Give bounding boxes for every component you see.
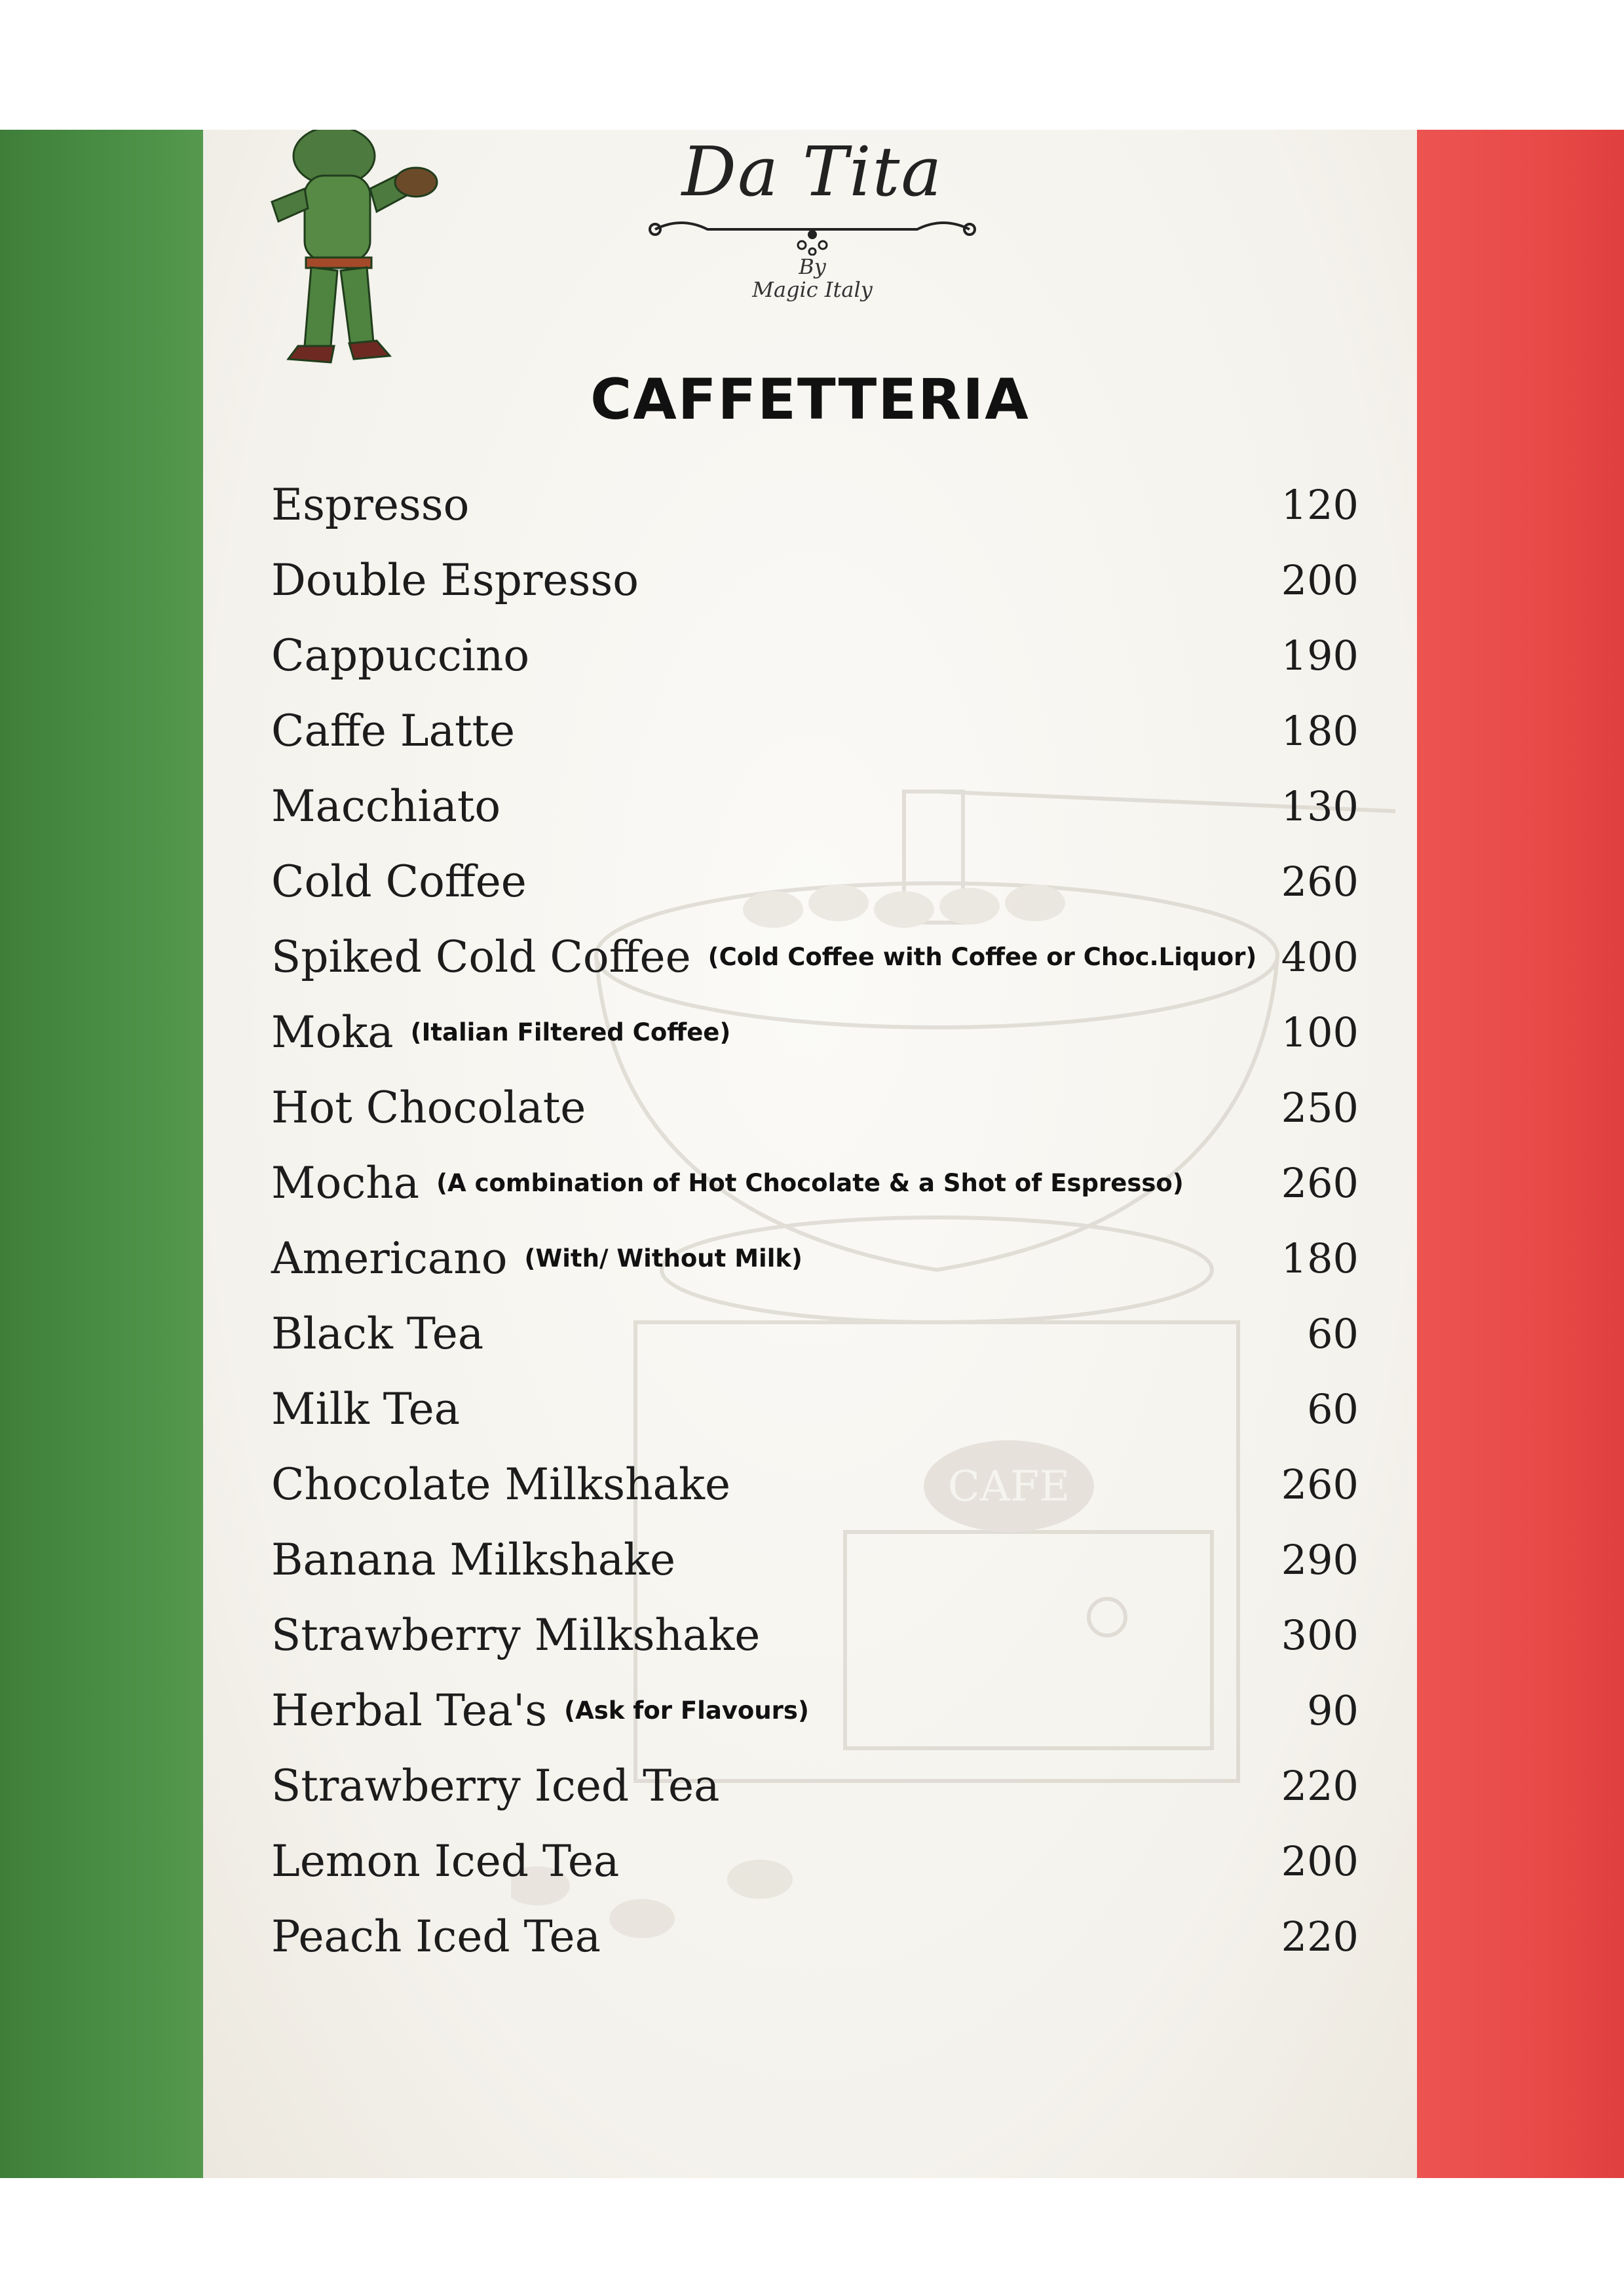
- menu-item: [271, 543, 1359, 618]
- menu-item-price: 200: [1281, 556, 1359, 604]
- menu-item-name: Hot Chocolate: [271, 1082, 586, 1133]
- menu-item: [271, 1070, 1359, 1145]
- menu-item-note: (Cold Coffee with Coffee or Choc.Liquor): [708, 943, 1257, 971]
- menu-item: [271, 1899, 1359, 1974]
- menu-item: [271, 1296, 1359, 1371]
- menu-item-price: 180: [1281, 1234, 1359, 1282]
- menu-item-price: 300: [1281, 1611, 1359, 1659]
- menu-item: [271, 1748, 1359, 1824]
- menu-item-name: Americano: [271, 1233, 508, 1284]
- menu-item-note: (Ask for Flavours): [564, 1696, 809, 1725]
- menu-item-price: 250: [1281, 1084, 1359, 1132]
- jester-mascot-illustration: [259, 130, 442, 385]
- menu-item-note: (Italian Filtered Coffee): [410, 1018, 731, 1046]
- menu-item: [271, 1221, 1359, 1296]
- menu-item-name: Espresso: [271, 480, 470, 530]
- menu-item: [271, 618, 1359, 693]
- menu-item-price: 120: [1281, 481, 1359, 529]
- menu-item-note: (A combination of Hot Chocolate & a Shot of Espresso): [436, 1169, 1184, 1197]
- menu-item-price: 90: [1307, 1687, 1359, 1734]
- menu-item: [271, 1145, 1359, 1221]
- menu-item-price: 260: [1281, 858, 1359, 906]
- menu-item-name: Lemon Iced Tea: [271, 1836, 620, 1886]
- menu-board: [0, 130, 1624, 2178]
- menu-item-price: 260: [1281, 1159, 1359, 1207]
- menu-item: [271, 769, 1359, 844]
- menu-item-price: 260: [1281, 1461, 1359, 1508]
- menu-item-price: 220: [1281, 1913, 1359, 1961]
- menu-item-name: Herbal Tea's: [271, 1685, 548, 1736]
- menu-item-price: 130: [1281, 782, 1359, 830]
- menu-item: [271, 1522, 1359, 1598]
- menu-item: [271, 1598, 1359, 1673]
- menu-list: [271, 467, 1359, 1974]
- grinder-cafe-label: CAFE: [947, 1463, 1070, 1511]
- italian-flag-green-band: [0, 130, 203, 2178]
- menu-item-name: Caffe Latte: [271, 706, 516, 756]
- menu-item-price: 290: [1281, 1536, 1359, 1584]
- menu-item-name: Cold Coffee: [271, 856, 527, 907]
- menu-item-name: Macchiato: [271, 781, 501, 832]
- menu-item-price: 60: [1307, 1385, 1359, 1433]
- italian-flag-red-band: [1417, 130, 1624, 2178]
- menu-item-name: Banana Milkshake: [271, 1535, 676, 1585]
- menu-item-price: 220: [1281, 1762, 1359, 1810]
- menu-item-price: 100: [1281, 1008, 1359, 1056]
- menu-item-name: Double Espresso: [271, 555, 639, 605]
- menu-item: [271, 693, 1359, 769]
- menu-item: [271, 1371, 1359, 1447]
- menu-item-note: (With/ Without Milk): [524, 1244, 803, 1272]
- menu-item-name: Mocha: [271, 1158, 420, 1208]
- section-title: CAFFETTERIA: [590, 367, 1030, 432]
- brand-sub-name: Magic Italy: [752, 277, 873, 303]
- menu-item-name: Strawberry Iced Tea: [271, 1761, 720, 1811]
- menu-item: [271, 919, 1359, 995]
- menu-item-name: Black Tea: [271, 1309, 484, 1359]
- menu-item: [271, 995, 1359, 1070]
- menu-item: [271, 1673, 1359, 1748]
- brand-name: Da Tita: [681, 132, 943, 212]
- menu-item-price: 200: [1281, 1837, 1359, 1885]
- menu-item: [271, 1824, 1359, 1899]
- menu-item-name: Strawberry Milkshake: [271, 1610, 761, 1660]
- menu-item-name: Spiked Cold Coffee: [271, 932, 691, 982]
- logo-flourish-ornament: [642, 210, 983, 256]
- menu-item-name: Moka: [271, 1007, 394, 1058]
- menu-item-name: Milk Tea: [271, 1384, 461, 1434]
- menu-item: [271, 1447, 1359, 1522]
- menu-item-name: Cappuccino: [271, 630, 530, 681]
- menu-item-price: 400: [1281, 933, 1359, 981]
- menu-item-price: 60: [1307, 1310, 1359, 1358]
- menu-item-price: 190: [1281, 632, 1359, 679]
- menu-item: [271, 844, 1359, 919]
- brand-by-line: By: [799, 254, 826, 279]
- menu-item: [271, 467, 1359, 543]
- menu-item-name: Peach Iced Tea: [271, 1911, 601, 1962]
- menu-item-name: Chocolate Milkshake: [271, 1459, 731, 1510]
- brand-logo: [629, 130, 996, 346]
- menu-item-price: 180: [1281, 707, 1359, 755]
